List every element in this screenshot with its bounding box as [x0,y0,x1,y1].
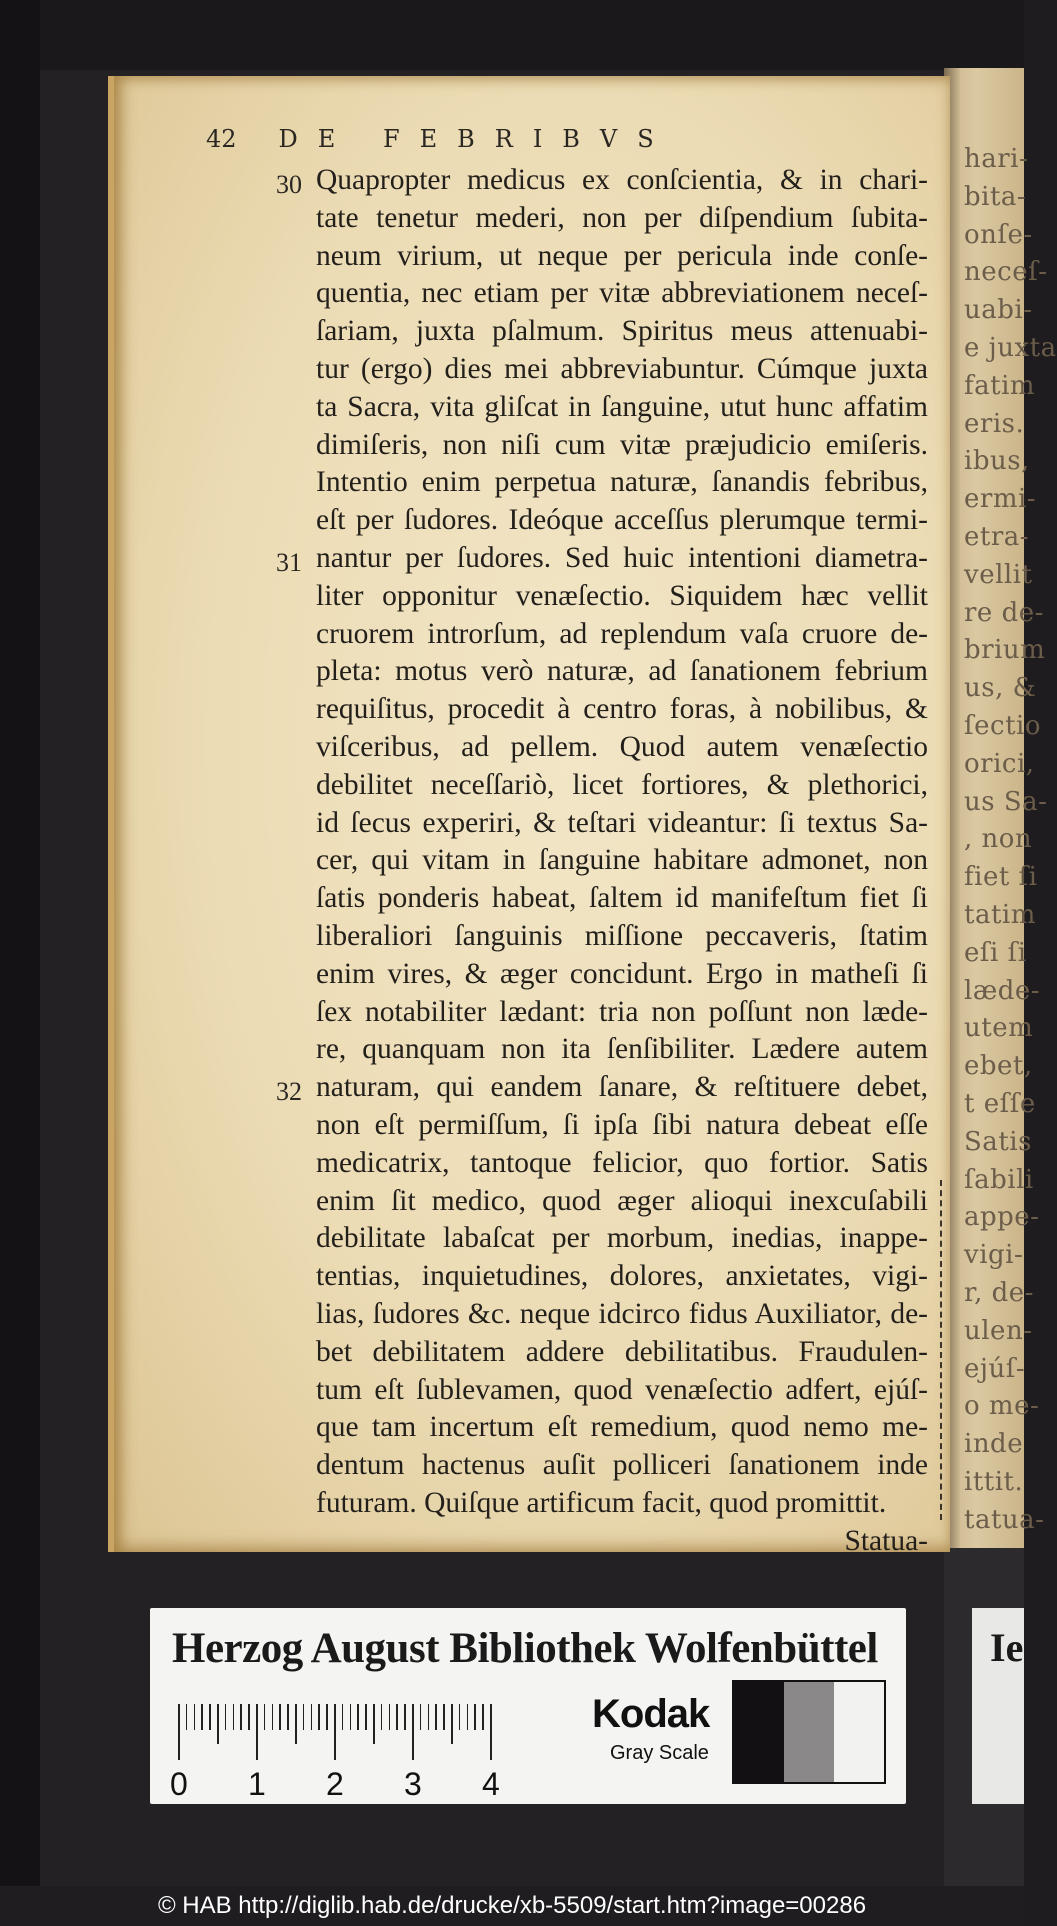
ruler-tick [404,1704,406,1730]
facing-page-line: o me- [964,1391,1040,1422]
facing-page-line: onſe- [964,219,1033,250]
facing-page-line: eſi ſi [964,937,1027,968]
facing-page-line: etra- [964,522,1030,552]
margin-number-32: 32 [276,1077,302,1106]
second-card-fragment [972,1608,1024,1804]
text-line: futuram. Quiſque artificum facit, quod promittit. [316,1486,887,1519]
ruler-tick [443,1704,445,1730]
ruler-tick [217,1704,219,1744]
text-line: dimiſeris, non niſi cum vitæ præjudicio emiſeris. [316,428,928,461]
running-head [206,125,846,161]
text-line: bet debilitatem addere debilitatibus. Fraudulen- [316,1335,928,1368]
text-line: Statua- [844,1524,928,1557]
facing-page-line: læde- [964,975,1041,1006]
ruler-tick [482,1704,484,1730]
facing-page-line: fatim [964,370,1036,401]
facing-page-line: eris. [964,408,1025,439]
facing-page-line: tatim [964,900,1036,930]
text-line: Quapropter medicus ex conſcientia, & in chari- [316,164,928,196]
gray-swatch [784,1682,834,1782]
text-line: liberaliori ſanguinis miſſione peccaveris, ſtatim [316,919,928,952]
facing-page-line: utem [964,1013,1034,1044]
text-line: ſex notabiliter lædant: tria non poſſunt non læde- [316,995,928,1028]
text-line: debilitet neceſſariò, licet fortiores, & plethorici, [316,768,928,801]
ruler-number: 1 [248,1766,266,1802]
facing-page-line: Satis [964,1126,1032,1157]
text-line: pleta: motus verò naturæ, ad ſanationem febrium [316,655,928,688]
centimeter-ruler [170,1704,570,1802]
text-line: medicatrix, tantoque felicior, quo fortior. Satis [316,1146,928,1179]
text-line: tur (ergo) dies mei abbreviabuntur. Cúmque juxta [316,352,928,385]
text-line: tate tenetur mederi, non per diſpendium ſubita- [316,201,928,234]
ruler-tick [474,1704,476,1730]
ruler-tick [490,1704,492,1760]
facing-page-line: ulen- [964,1315,1033,1346]
text-line: Intentio enim perpetua naturæ, ſanandis febribus, [316,466,928,499]
ruler-tick [412,1704,414,1760]
facing-page-line: e juxta [964,333,1057,363]
gray-swatches [732,1680,886,1784]
ruler-tick [420,1704,422,1730]
facing-page-line: ſabili [964,1164,1034,1195]
facing-page-line: hari- [964,144,1029,174]
text-line: ta Sacra, vita gliſcat in ſanguine, utut hunc affatim [316,390,928,423]
ruler-tick [389,1704,391,1730]
ruler-tick [186,1704,188,1730]
ruler-tick [451,1704,453,1744]
ruler-tick [178,1704,180,1760]
ruler-tick [233,1704,235,1730]
facing-page-line: ittit. [964,1467,1024,1497]
ruler-number: 4 [482,1766,500,1802]
ruler-tick [334,1704,336,1760]
ruler-tick [459,1704,461,1730]
facing-page-strip [944,68,1057,1548]
ruler-tick [194,1704,196,1730]
text-line: re, quanquam non ita ſenſibiliter. Lædere autem [316,1033,928,1066]
facing-page-line: bita- [964,181,1027,212]
ruler-tick [303,1704,305,1730]
facing-page-line: us Sa- [964,786,1048,817]
margin-number-31: 31 [276,548,302,577]
facing-page-line: ſectio [964,711,1041,741]
ruler-tick [272,1704,274,1730]
text-line: eſt per ſudores. Ideóque acceſſus plerumque termi- [316,504,928,537]
text-line: lias, ſudores &c. neque idcirco fidus Auxiliator, de- [316,1297,928,1330]
ruler-tick [350,1704,352,1730]
ruler-tick [373,1704,375,1744]
margin-number-30: 30 [276,170,302,199]
facing-page-line: neceſ- [964,257,1048,288]
gray-swatch [734,1682,784,1782]
ruler-tick [201,1704,203,1730]
kodak-logo: Kodak [592,1692,710,1736]
facing-page-line: inde [964,1429,1024,1460]
facing-page-line: appe- [964,1202,1040,1233]
scan-top-shadow [0,0,1024,70]
gray-scale-label: Gray Scale [610,1742,709,1764]
facing-page-line: ebet, [964,1051,1033,1082]
ruler-number: 3 [404,1766,422,1802]
ruler-tick [396,1704,398,1730]
second-card-text: Ie [990,1625,1024,1670]
ruler-tick [435,1704,437,1730]
facing-page-line: orici, [964,748,1035,779]
text-line: cruorem introrſum, ad replendum vaſa cruore de- [316,617,928,650]
text-line: naturam, qui eandem ſanare, & reſtituere debet, [316,1071,928,1104]
facing-page-line: us, & [964,673,1037,704]
facing-page-line: t eſſe [964,1089,1036,1119]
ruler-tick [256,1704,258,1760]
running-title: DE FEBRIBVS [278,125,674,153]
text-line: id ſecus experiri, & teſtari videantur: ſi textus Sa- [316,806,928,839]
ruler-tick [467,1704,469,1730]
text-line: requiſitus, procedit à centro foras, à nobilibus, & [316,693,928,726]
facing-page-line: ermi- [964,484,1037,515]
facing-page-line: vellit [964,559,1033,590]
facing-page-line: fiet ſi [964,862,1038,893]
ruler-tick [326,1704,328,1730]
page-number: 42 [206,125,237,153]
text-line: enim vires, & æger concidunt. Ergo in matheſi ſi [316,957,928,990]
ruler-tick [209,1704,211,1730]
ruler-tick [287,1704,289,1730]
facing-page-line: ejúſ- [964,1353,1026,1384]
facing-page-line: r, de- [964,1278,1034,1308]
footer-credit: © HAB http://diglib.hab.de/drucke/xb-5509/start.htm?image=00286 [0,1886,1024,1926]
text-line: liter opponitur venæſectio. Siquidem hæc vellit [316,579,928,612]
facing-page-line: tatua- [964,1504,1045,1535]
text-line: cer, qui vitam in ſanguine habitare admonet, non [316,844,928,877]
ruler-tick [248,1704,250,1730]
facing-page-line: re de- [964,597,1044,628]
ruler-tick [365,1704,367,1730]
facing-page-line: uabi- [964,295,1033,326]
body-text [276,162,928,1560]
ruler-number: 2 [326,1766,344,1802]
facing-page-line: , non [964,824,1033,855]
text-line: ſatis ponderis habeat, ſaltem id manifeſtum fiet ſi [316,882,928,915]
facing-page-line: brium [964,635,1046,666]
gray-swatch [834,1682,884,1782]
color-reference-card [150,1608,906,1804]
library-name: Herzog August Bibliothek Wolfenbüttel [172,1625,878,1672]
text-line: que tam incertum eſt remedium, quod nemo me- [316,1411,928,1444]
text-line: non eſt permiſſum, ſi ipſa ſibi natura debeat eſſe [316,1108,928,1141]
ruler-tick [381,1704,383,1730]
ruler-tick [240,1704,242,1730]
gutter-dotted-line [940,1180,944,1520]
ruler-tick [428,1704,430,1730]
text-line: tentias, inquietudines, dolores, anxietates, vigi- [316,1260,928,1293]
text-line: debilitate labaſcat per morbum, inedias, inappe- [316,1222,928,1255]
ruler-tick [279,1704,281,1730]
ruler-tick [225,1704,227,1730]
text-line: quentia, nec etiam per vitæ abbreviationem neceſ- [316,277,928,310]
text-line: ſariam, juxta pſalmum. Spiritus meus attenuabi- [316,315,928,348]
ruler-tick [295,1704,297,1744]
text-line: dentum hactenus auſit polliceri ſanationem inde [316,1449,928,1482]
text-line: nantur per ſudores. Sed huic intentioni diametra- [316,541,928,574]
facing-page-line: vigi- [964,1240,1024,1271]
text-line: neum virium, ut neque per pericula inde conſe- [316,239,928,272]
facing-page-line: ibus, [964,446,1030,477]
ruler-number: 0 [170,1766,188,1802]
scan-left-edge [0,0,40,1886]
ruler-tick [264,1704,266,1730]
ruler-tick [318,1704,320,1730]
text-line: enim ſit medico, quod æger alioqui inexcuſabili [316,1184,928,1217]
text-line: viſceribus, ad pellem. Quod autem venæſectio [316,730,928,763]
ruler-tick [342,1704,344,1730]
ruler-tick [357,1704,359,1730]
text-line: tum eſt ſublevamen, quod venæſectio adfert, ejúſ- [316,1373,928,1406]
ruler-tick [311,1704,313,1730]
